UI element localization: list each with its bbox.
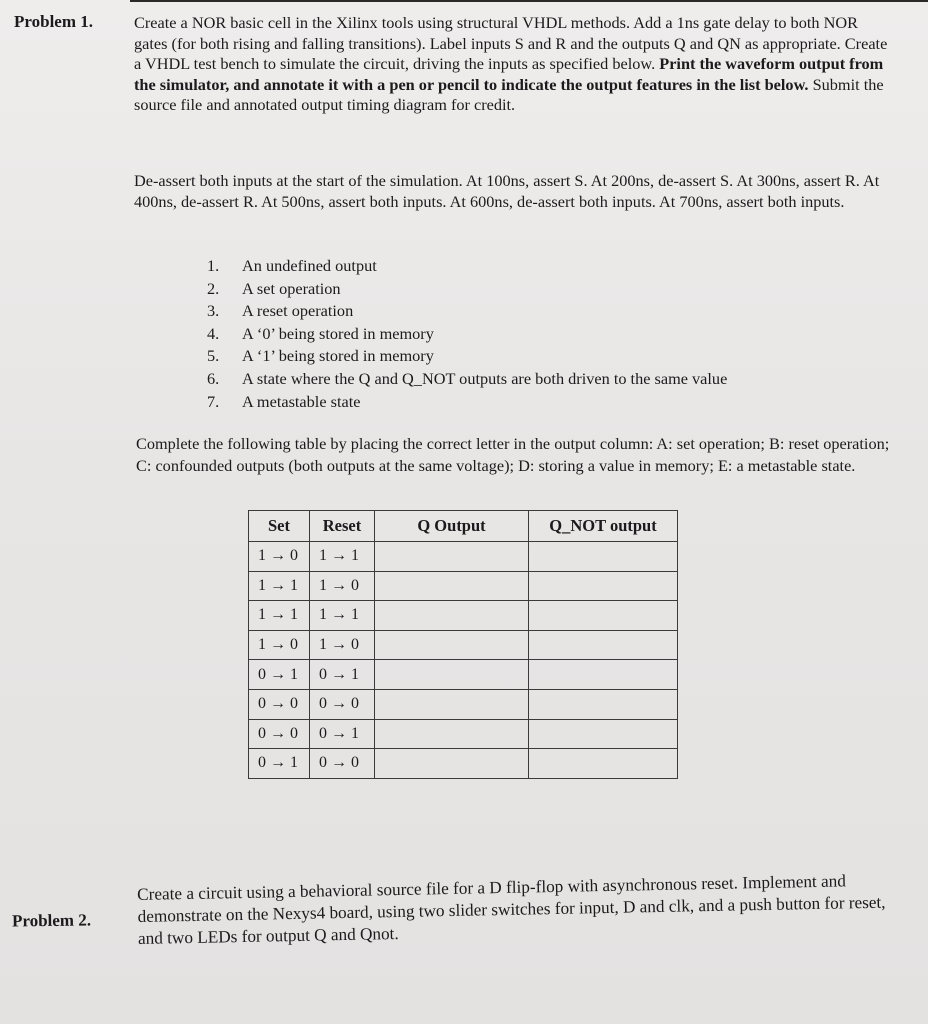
cell-q-output[interactable] (375, 601, 529, 631)
intro-tail: Submit the source file and annotated output timing diagram for credit. (134, 74, 884, 114)
problem-1-intro (134, 13, 894, 116)
cell-set: 0 → 1 (249, 660, 310, 690)
header-q-output: Q Output (375, 511, 529, 542)
header-set: Set (249, 511, 310, 542)
table-row (249, 571, 678, 601)
cell-set: 1 → 1 (249, 571, 310, 601)
intro-plain: Create a NOR basic cell in the Xilinx tools using structural VHDL methods. Add a 1ns gate delay to both NOR gates (for both rising and falling transitions). Label inputs S and R and the outputs Q and QN as appropriate. Create a VHDL test bench to simulate the circuit, driving the inputs as specified below. (134, 13, 888, 73)
list-item: 5. A ‘1’ being stored in memory (207, 346, 434, 366)
cell-set: 0 → 0 (249, 719, 310, 749)
cell-qnot-output[interactable] (529, 571, 678, 601)
list-item: 1. An undefined output (207, 256, 377, 275)
intro-bold: Print the waveform output from the simulator, and annotate it with a pen or pencil to indicate the output features in the list below. (134, 54, 884, 94)
list-item: 3. A reset operation (207, 301, 354, 321)
cell-qnot-output[interactable] (529, 660, 678, 690)
table-row (249, 542, 678, 572)
cell-reset: 1 → 1 (310, 601, 375, 631)
header-reset: Reset (310, 511, 375, 542)
cell-q-output[interactable] (375, 542, 529, 572)
cell-reset: 0 → 0 (310, 749, 375, 779)
list-item: 6. A state where the Q and Q_NOT outputs are both driven to the same value (207, 368, 728, 388)
header-qnot-output: Q_NOT output (529, 511, 678, 542)
cell-reset: 0 → 0 (310, 689, 375, 719)
cell-qnot-output[interactable] (529, 601, 678, 631)
cell-reset: 1 → 0 (310, 630, 375, 660)
table-row (249, 719, 678, 749)
cell-qnot-output[interactable] (529, 689, 678, 719)
features-list (207, 255, 727, 413)
problem-2-text: Create a circuit using a behavioral source file for a D flip-flop with asynchronous reset. Implement and demonstrate on the Nexys4 board, using two slider switches for input, D and clk, and a push button for reset, and two LEDs for output Q and Qnot. (137, 871, 886, 948)
cell-reset: 1 → 0 (310, 571, 375, 601)
cell-qnot-output[interactable] (529, 630, 678, 660)
cell-set: 1 → 1 (249, 601, 310, 631)
problem-2-label: Problem 2. (11, 910, 92, 931)
table-row (249, 630, 678, 660)
list-item: 7. A metastable state (207, 391, 361, 411)
cell-q-output[interactable] (375, 660, 529, 690)
cell-q-output[interactable] (375, 719, 529, 749)
cell-q-output[interactable] (375, 571, 529, 601)
cell-set: 0 → 0 (249, 689, 310, 719)
cell-reset: 0 → 1 (310, 660, 375, 690)
truth-table (248, 510, 678, 779)
cell-q-output[interactable] (375, 749, 529, 779)
list-item: 2. A set operation (207, 278, 341, 298)
cell-qnot-output[interactable] (529, 749, 678, 779)
cell-reset: 0 → 1 (310, 719, 375, 749)
cell-reset: 1 → 1 (310, 542, 375, 572)
table-row (249, 601, 678, 631)
cell-set: 1 → 0 (249, 630, 310, 660)
cell-qnot-output[interactable] (529, 542, 678, 572)
cell-q-output[interactable] (375, 689, 529, 719)
problem-1-label: Problem 1. (14, 12, 94, 31)
table-row (249, 660, 678, 690)
stimulus-paragraph: De-assert both inputs at the start of the simulation. At 100ns, assert S. At 200ns, de-assert S. At 300ns, assert R. At 400ns, de-assert R. At 500ns, assert both inputs. At 600ns, de-assert both inputs. At 700ns, assert both inputs. (134, 171, 880, 211)
list-item: 4. A ‘0’ being stored in memory (207, 323, 434, 343)
table-row (249, 749, 678, 779)
table-row (249, 689, 678, 719)
cell-set: 1 → 0 (249, 542, 310, 572)
cell-qnot-output[interactable] (529, 719, 678, 749)
top-rule (130, 0, 928, 2)
table-instructions: Complete the following table by placing the correct letter in the output column: A: set operation; B: reset operation; C: confounded outputs (both outputs at the same voltage); D: storing a value in memory; E: a metastable state. (136, 434, 890, 475)
cell-set: 0 → 1 (249, 749, 310, 779)
cell-q-output[interactable] (375, 630, 529, 660)
table-header-row (249, 511, 678, 542)
